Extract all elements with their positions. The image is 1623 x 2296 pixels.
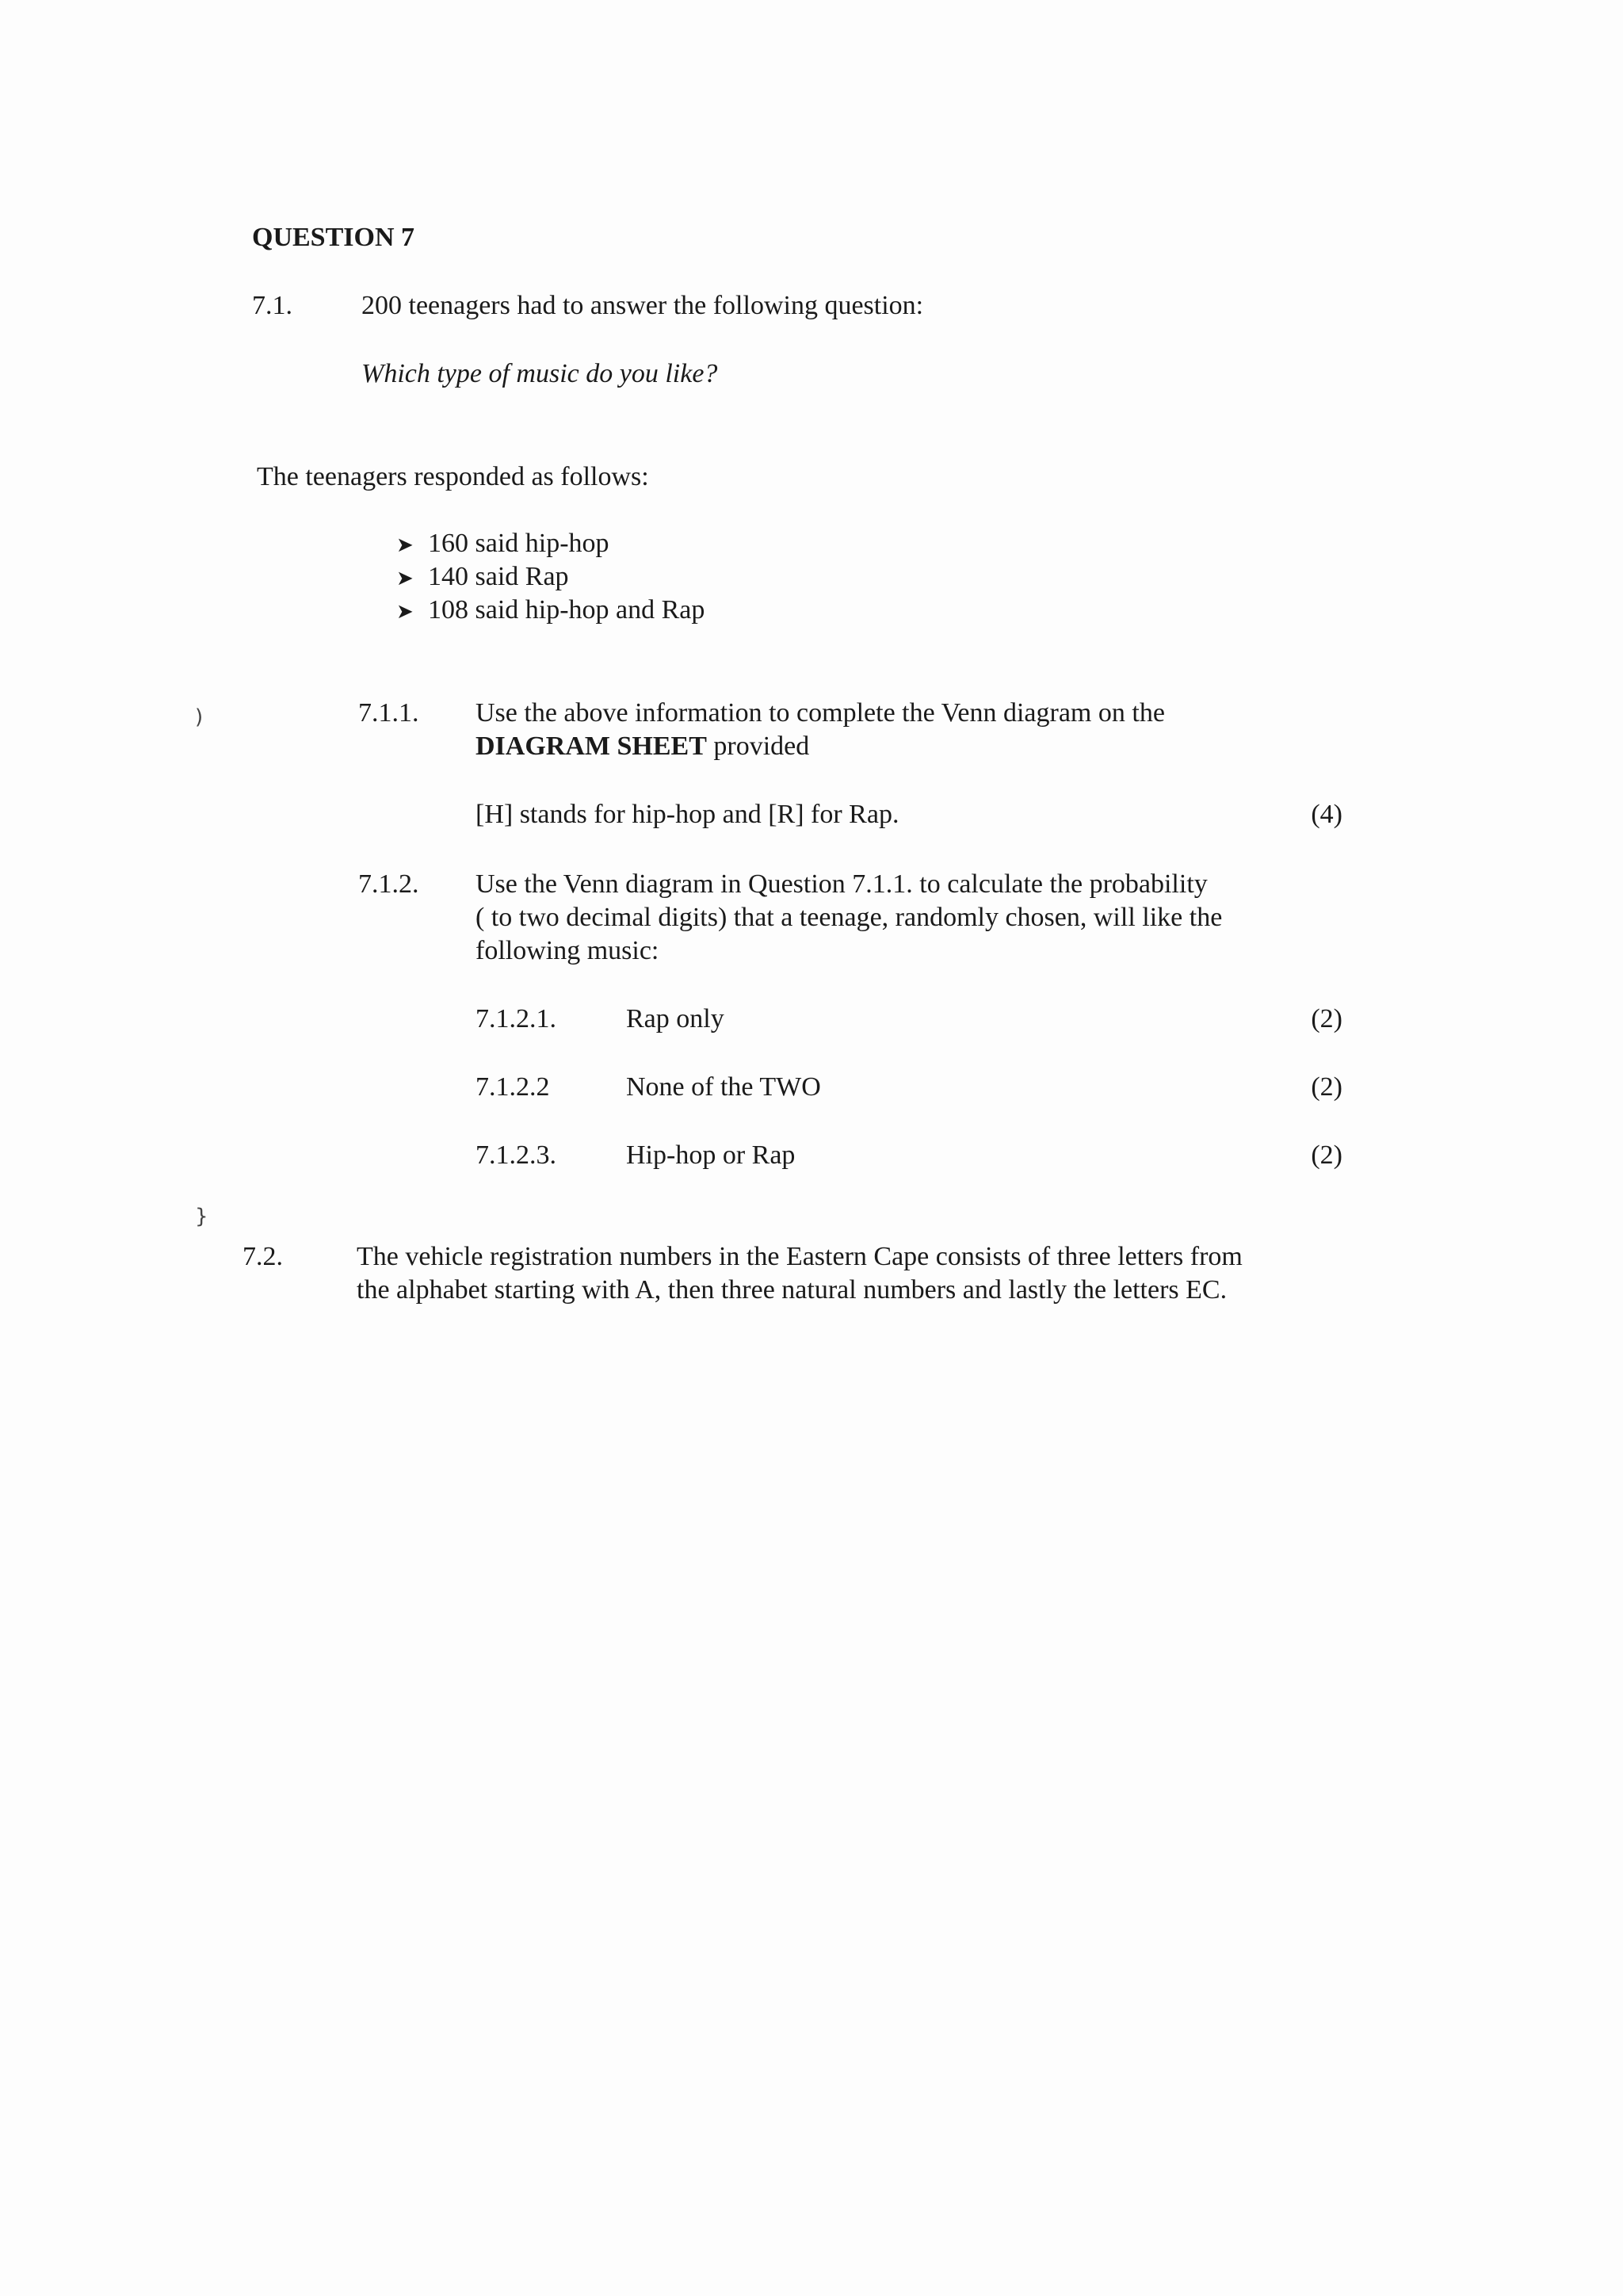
sub-question-text: None of the TWO <box>626 1072 821 1102</box>
q72-line2: the alphabet starting with A, then three natural numbers and lastly the letters EC. <box>357 1275 1228 1305</box>
response-text: 108 said hip-hop and Rap <box>428 595 705 625</box>
sub-question-number: 7.1.2.1. <box>475 1004 556 1033</box>
response-text: 160 said hip-hop <box>428 529 609 558</box>
sub-question-number: 7.1.2.2 <box>475 1072 550 1102</box>
q72-number: 7.2. <box>242 1242 283 1271</box>
diagram-sheet-label: DIAGRAM SHEET <box>475 732 707 761</box>
q711-marks: (4) <box>1311 800 1342 829</box>
response-text: 140 said Rap <box>428 562 569 591</box>
scan-mark: } <box>195 1205 208 1228</box>
arrowhead-bullet-icon: ➤ <box>396 600 414 624</box>
q711-line1: Use the above information to complete the Venn diagram on the <box>475 698 1165 728</box>
sub-question-marks: (2) <box>1311 1004 1342 1033</box>
question-heading: QUESTION 7 <box>252 223 414 252</box>
q71-question: Which type of music do you like? <box>361 359 718 388</box>
q712-line3: following music: <box>475 936 659 965</box>
sub-question-number: 7.1.2.3. <box>475 1140 556 1170</box>
q711-note: [H] stands for hip-hop and [R] for Rap. <box>475 800 899 829</box>
q72-line1: The vehicle registration numbers in the Eastern Cape consists of three letters from <box>357 1242 1243 1271</box>
q71-number: 7.1. <box>252 291 292 320</box>
response-item <box>396 560 569 596</box>
q711-line2-rest: provided <box>706 732 810 761</box>
response-item <box>396 526 609 563</box>
scan-mark: ) <box>195 705 204 729</box>
response-item <box>396 593 705 629</box>
q711-line2 <box>475 729 809 764</box>
sub-question-marks: (2) <box>1311 1072 1342 1102</box>
q712-number: 7.1.2. <box>358 869 419 899</box>
q712-line1: Use the Venn diagram in Question 7.1.1. to calculate the probability <box>475 869 1208 899</box>
q711-number: 7.1.1. <box>358 698 419 728</box>
arrowhead-bullet-icon: ➤ <box>396 533 414 557</box>
responded-text: The teenagers responded as follows: <box>257 462 649 491</box>
sub-question-text: Rap only <box>626 1004 724 1033</box>
sub-question-marks: (2) <box>1311 1140 1342 1170</box>
q71-intro: 200 teenagers had to answer the following question: <box>361 291 924 320</box>
sub-question-text: Hip-hop or Rap <box>626 1140 796 1170</box>
q712-line2: ( to two decimal digits) that a teenage, randomly chosen, will like the <box>475 903 1223 932</box>
arrowhead-bullet-icon: ➤ <box>396 567 414 590</box>
